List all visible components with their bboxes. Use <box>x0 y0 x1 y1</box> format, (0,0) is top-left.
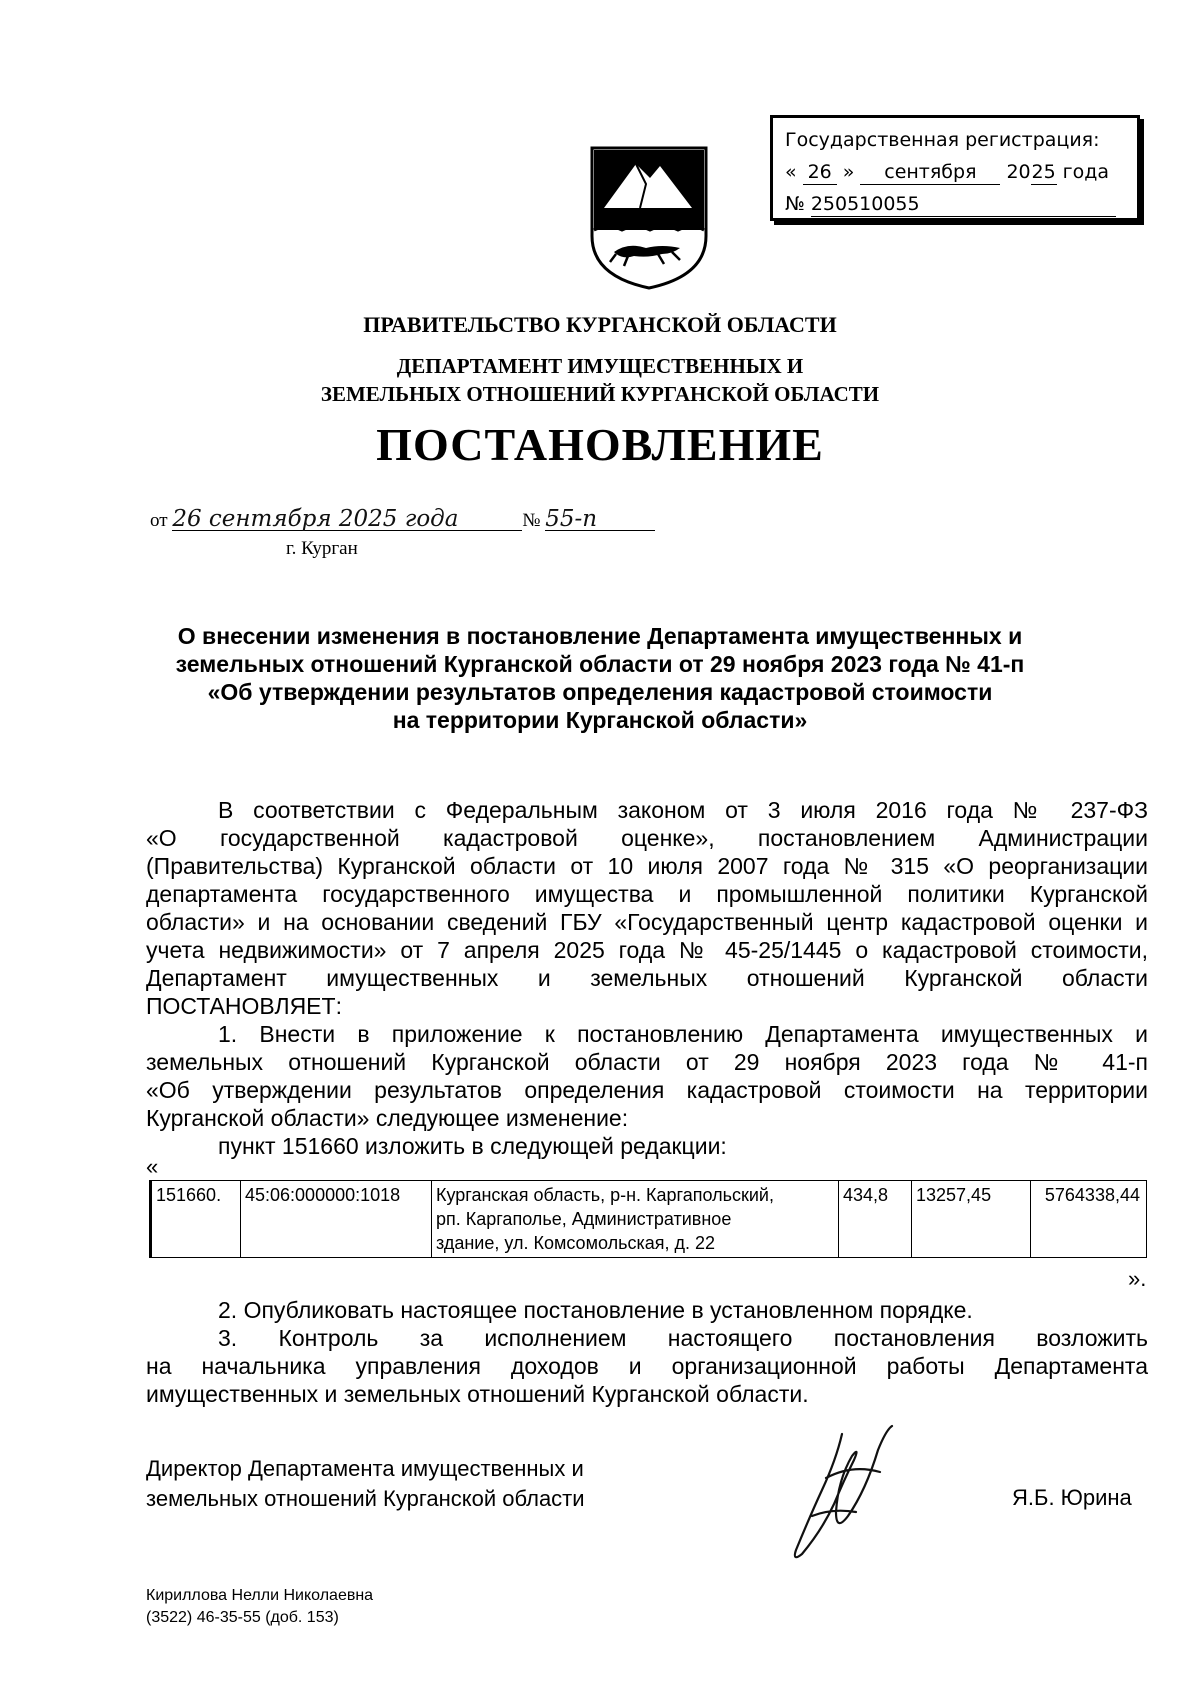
item-1-sub: пункт 151660 изложить в следующей редакции: <box>218 1133 727 1159</box>
preamble-line: ПОСТАНОВЛЯЕТ: <box>146 993 342 1019</box>
government-name: ПРАВИТЕЛЬСТВО КУРГАНСКОЙ ОБЛАСТИ <box>363 312 837 337</box>
preamble-line: департамента государственного имущества и промышленной политики Курганской <box>146 881 1148 907</box>
item-3-line: на начальника управления доходов и организационной работы Департамента <box>146 1353 1148 1379</box>
item-1-line: Курганской области» следующее изменение: <box>146 1105 629 1131</box>
reg-number-label: № <box>785 193 805 215</box>
reg-number: 250510055 <box>811 192 1116 217</box>
subject-line-1: О внесении изменения в постановление Департамента имущественных и <box>177 623 1023 649</box>
coat-of-arms-icon <box>588 144 710 290</box>
department-line-1: ДЕПАРТАМЕНТ ИМУЩЕСТВЕННЫХ И <box>396 354 804 378</box>
preamble-line: (Правительства) Курганской области от 10 июля 2007 года № 315 «О реорганизации <box>146 853 1148 879</box>
item-1-line: земельных отношений Курганской области от 29 ноября 2023 года № 41-п <box>146 1049 1148 1075</box>
position-line-2: земельных отношений Курганской области <box>146 1486 585 1511</box>
registration-title: Государственная регистрация: <box>785 129 1100 151</box>
signatory-name: Я.Б. Юрина <box>1012 1485 1132 1510</box>
handwritten-date: 26 сентября 2025 года <box>172 508 522 531</box>
preamble <box>146 796 1148 1160</box>
preamble-line: «О государственной кадастровой оценке», постановлением Администрации <box>146 825 1148 851</box>
handwritten-signature <box>782 1420 902 1570</box>
preamble-line: В соответствии с Федеральным законом от 3 июля 2016 года № 237-ФЗ <box>218 797 1148 823</box>
registration-date-line <box>785 156 1125 188</box>
department-name <box>0 352 1200 408</box>
cell-number: 151660. <box>151 1181 241 1258</box>
cadastral-table <box>149 1180 1147 1258</box>
executor-phone: (3522) 46-35-55 (доб. 153) <box>146 1609 339 1626</box>
date-number-label: № <box>522 510 541 531</box>
address-line-2: рп. Каргаполье, Административное <box>436 1209 732 1229</box>
table-row <box>151 1181 1147 1258</box>
department-line-2: ЗЕМЕЛЬНЫХ ОТНОШЕНИЙ КУРГАНСКОЙ ОБЛАСТИ <box>320 382 880 406</box>
preamble-line: учета недвижимости» от 7 апреля 2025 года № 45-25/1445 о кадастровой стоимости, <box>146 937 1148 963</box>
executor-name: Кириллова Нелли Николаевна <box>146 1587 374 1604</box>
reg-open-quote: « <box>785 161 797 183</box>
handwritten-number: 55-п <box>545 508 655 531</box>
reg-day: 26 <box>803 160 837 185</box>
cell-cadastral: 45:06:000000:1018 <box>241 1181 432 1258</box>
item-3-line: 3. Контроль за исполнением настоящего постановления возложить <box>218 1325 1148 1351</box>
cell-address <box>432 1181 839 1258</box>
items-2-3 <box>146 1296 1148 1408</box>
date-from-label: от <box>150 510 168 531</box>
quote-close: ». <box>1128 1266 1147 1291</box>
item-1-line: 1. Внести в приложение к постановлению Департамента имущественных и <box>218 1021 1148 1047</box>
position-line-1: Директор Департамента имущественных и <box>146 1456 584 1481</box>
reg-year-prefix: 20 <box>1006 161 1031 183</box>
preamble-line: области» и на основании сведений ГБУ «Государственный центр кадастровой оценки и <box>146 909 1148 935</box>
item-2: 2. Опубликовать настоящее постановление в установленном порядке. <box>218 1297 973 1323</box>
cell-total-value: 5764338,44 <box>1031 1181 1147 1258</box>
item-3-line: имущественных и земельных отношений Курганской области. <box>146 1381 809 1407</box>
dateline <box>150 508 655 532</box>
executor-info <box>146 1585 373 1629</box>
address-line-1: Курганская область, р-н. Каргапольский, <box>436 1185 774 1205</box>
subject-line-4: на территории Курганской области» <box>392 707 808 733</box>
reg-close-quote: » <box>842 161 855 183</box>
document-subject <box>140 622 1060 734</box>
registration-number-line <box>785 188 1125 220</box>
subject-line-3: «Об утверждении результатов определения кадастровой стоимости <box>207 679 993 705</box>
reg-year-word: года <box>1062 161 1110 183</box>
subject-line-2: земельных отношений Курганской области от 29 ноября 2023 года № 41-п <box>175 651 1025 677</box>
signatory-position <box>146 1454 585 1514</box>
preamble-line: Департамент имущественных и земельных отношений Курганской области <box>146 965 1148 991</box>
reg-month: сентября <box>860 160 1000 185</box>
registration-stamp <box>770 115 1140 221</box>
document-type-title: ПОСТАНОВЛЕНИЕ <box>376 419 824 470</box>
city-name: г. Курган <box>286 538 358 559</box>
quote-open: « <box>146 1154 159 1179</box>
address-line-3: здание, ул. Комсомольская, д. 22 <box>436 1233 715 1253</box>
cell-area: 434,8 <box>839 1181 912 1258</box>
item-1-line: «Об утверждении результатов определения кадастровой стоимости на территории <box>146 1077 1148 1103</box>
reg-year-suffix: 25 <box>1031 161 1056 183</box>
cell-unit-value: 13257,45 <box>912 1181 1031 1258</box>
